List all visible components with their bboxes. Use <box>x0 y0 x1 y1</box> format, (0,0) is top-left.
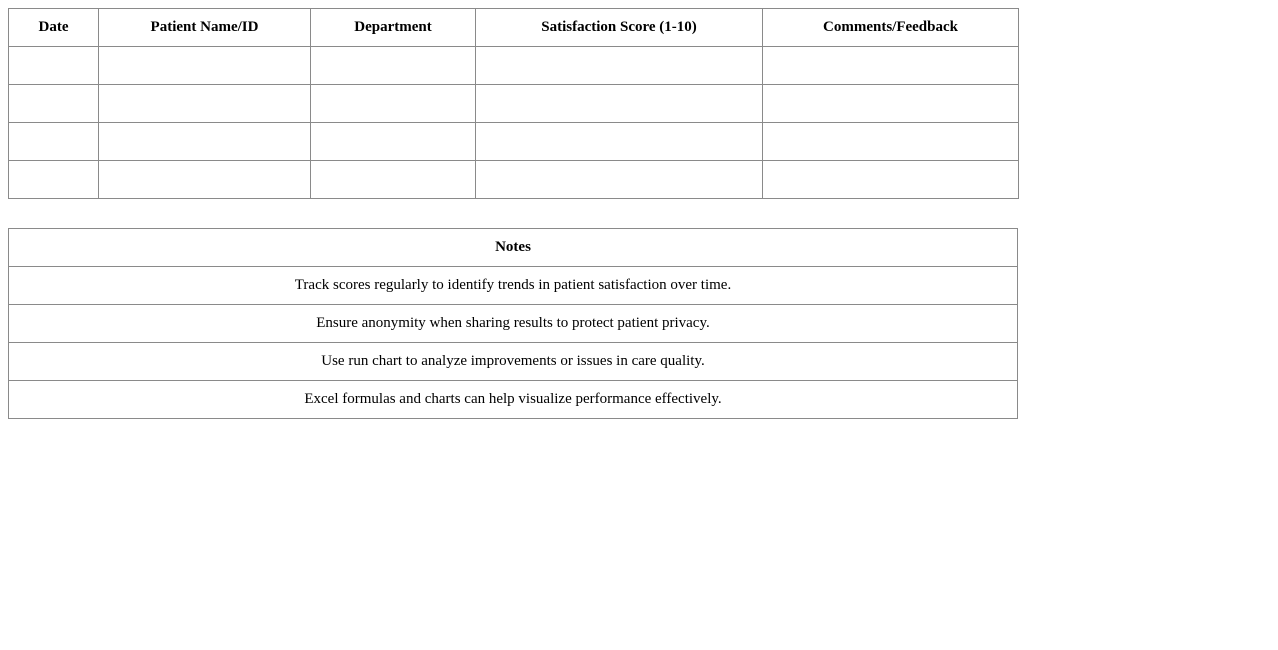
note-text: Track scores regularly to identify trends in patient satisfaction over time. <box>9 267 1018 305</box>
cell-patient[interactable] <box>99 161 311 199</box>
table-row <box>9 85 1019 123</box>
list-item <box>9 267 1018 305</box>
list-item <box>9 381 1018 419</box>
cell-department[interactable] <box>311 47 476 85</box>
cell-date[interactable] <box>9 85 99 123</box>
cell-comments[interactable] <box>763 85 1019 123</box>
table-header-row <box>9 9 1019 47</box>
cell-department[interactable] <box>311 123 476 161</box>
cell-score[interactable] <box>476 161 763 199</box>
cell-patient[interactable] <box>99 47 311 85</box>
cell-department[interactable] <box>311 161 476 199</box>
note-text: Excel formulas and charts can help visualize performance effectively. <box>9 381 1018 419</box>
notes-table <box>8 228 1018 419</box>
notes-header-row <box>9 229 1018 267</box>
cell-patient[interactable] <box>99 123 311 161</box>
note-text: Use run chart to analyze improvements or issues in care quality. <box>9 343 1018 381</box>
column-header-department: Department <box>311 9 476 47</box>
list-item <box>9 305 1018 343</box>
notes-header: Notes <box>9 229 1018 267</box>
table-row <box>9 161 1019 199</box>
cell-patient[interactable] <box>99 85 311 123</box>
column-header-patient: Patient Name/ID <box>99 9 311 47</box>
satisfaction-log-table <box>8 8 1019 199</box>
column-header-comments: Comments/Feedback <box>763 9 1019 47</box>
cell-comments[interactable] <box>763 123 1019 161</box>
cell-comments[interactable] <box>763 47 1019 85</box>
cell-date[interactable] <box>9 123 99 161</box>
column-header-date: Date <box>9 9 99 47</box>
cell-score[interactable] <box>476 85 763 123</box>
cell-score[interactable] <box>476 47 763 85</box>
cell-comments[interactable] <box>763 161 1019 199</box>
note-text: Ensure anonymity when sharing results to protect patient privacy. <box>9 305 1018 343</box>
table-row <box>9 123 1019 161</box>
cell-department[interactable] <box>311 85 476 123</box>
list-item <box>9 343 1018 381</box>
column-header-score: Satisfaction Score (1-10) <box>476 9 763 47</box>
cell-date[interactable] <box>9 47 99 85</box>
cell-score[interactable] <box>476 123 763 161</box>
table-row <box>9 47 1019 85</box>
cell-date[interactable] <box>9 161 99 199</box>
